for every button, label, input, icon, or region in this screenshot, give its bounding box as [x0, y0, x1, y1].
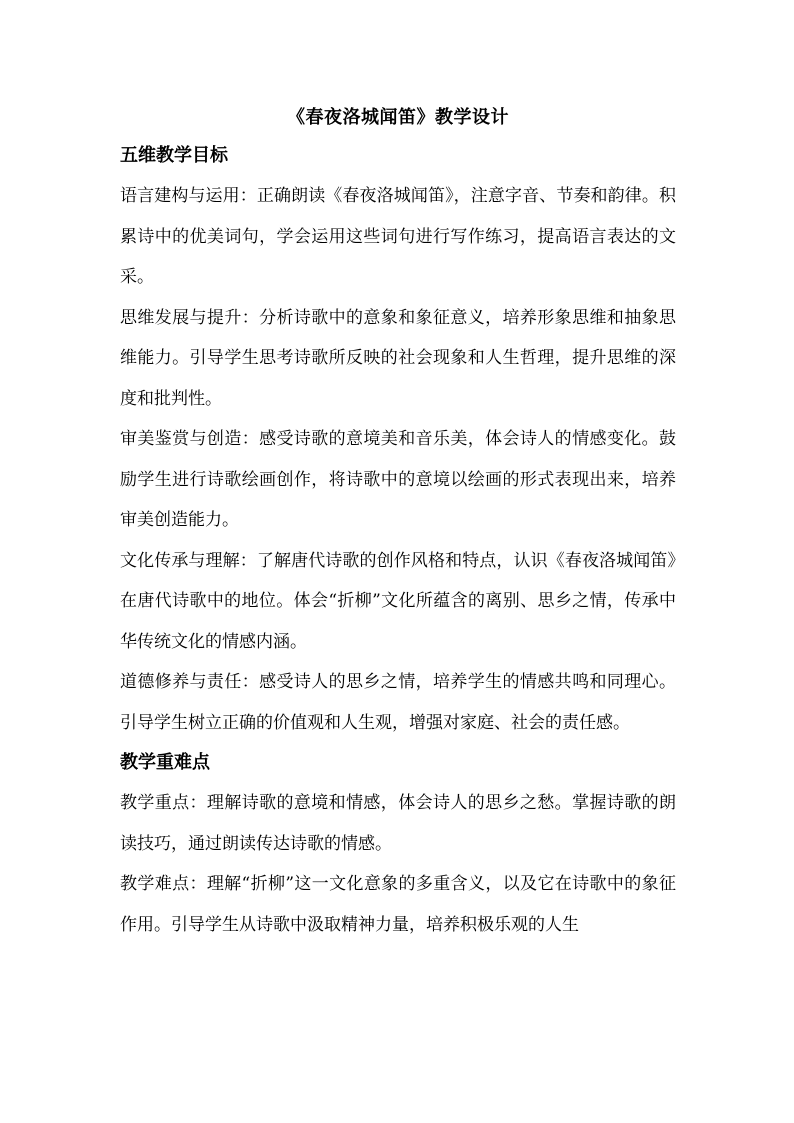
key-point-focus: 教学重点：理解诗歌的意境和情感，体会诗人的思乡之愁。掌握诗歌的朗读技巧，通过朗读传达诗歌的情感。 — [120, 793, 676, 854]
goal-morality: 道德修养与责任：感受诗人的思乡之情，培养学生的情感共鸣和同理心。引导学生树立正确的价值观和人生观，增强对家庭、社会的责任感。 — [120, 672, 676, 733]
section-key-points — [120, 743, 676, 945]
document-title: 《春夜洛城闻笛》教学设计 — [287, 107, 509, 128]
goal-language: 语言建构与运用：正确朗读《春夜洛城闻笛》，注意字音、节奏和韵律。积累诗中的优美词句，学会运用这些词句进行写作练习，提高语言表达的文采。 — [120, 186, 676, 287]
goal-thinking: 思维发展与提升：分析诗歌中的意象和象征意义，培养形象思维和抽象思维能力。引导学生思考诗歌所反映的社会现象和人生哲理，提升思维的深度和批判性。 — [120, 307, 676, 409]
section-teaching-goals — [120, 136, 676, 743]
document-page — [120, 100, 676, 945]
section-heading-key-points: 教学重难点 — [120, 752, 210, 773]
key-point-difficulty: 教学难点：理解“折柳”这一文化意象的多重含义，以及它在诗歌中的象征作用。引导学生从诗歌中汲取精神力量，培养积极乐观的人生 — [120, 874, 676, 935]
goal-aesthetic: 审美鉴赏与创造：感受诗歌的意境美和音乐美，体会诗人的情感变化。鼓励学生进行诗歌绘画创作，将诗歌中的意境以绘画的形式表现出来，培养审美创造能力。 — [120, 429, 676, 530]
section-heading-goals: 五维教学目标 — [120, 145, 228, 166]
goal-culture: 文化传承与理解：了解唐代诗歌的创作风格和特点，认识《春夜洛城闻笛》在唐代诗歌中的地位。体会“折柳”文化所蕴含的离别、思乡之情，传承中华传统文化的情感内涵。 — [120, 550, 676, 652]
